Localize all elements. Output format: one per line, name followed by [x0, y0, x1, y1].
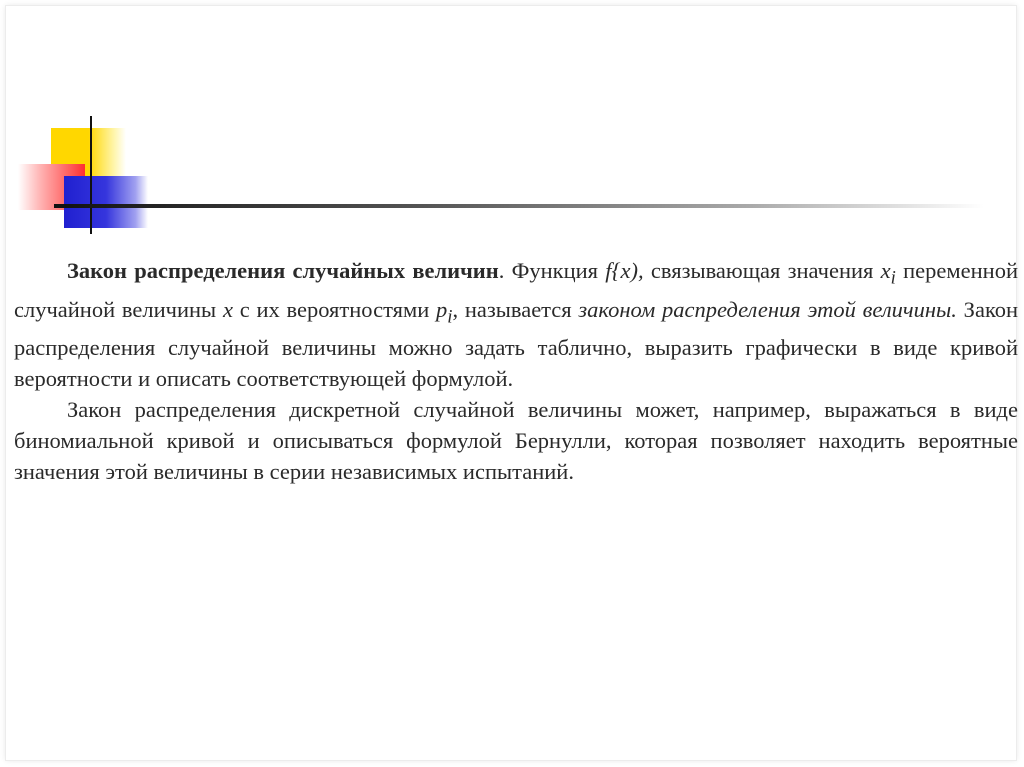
blue-square-decoration: [64, 176, 148, 228]
text-run: связывающая значения: [643, 258, 881, 283]
defined-term: законом распределения этой величины.: [578, 296, 957, 322]
variable-x: x: [222, 296, 233, 322]
variable-subscript: i: [890, 267, 896, 289]
paragraph-1: [14, 255, 1018, 394]
variable-base: p: [436, 296, 448, 322]
paragraph-2: Закон распределения дискретной случайной величины может, например, выражаться в виде биномиальной кривой и описываться формулой Бернулли, которая позволяет находить вероятные значения этой величины в серии независимых испытаний.: [14, 397, 1018, 484]
text-run: , называется: [452, 296, 579, 322]
variable-subscript: i: [447, 306, 453, 327]
title-underline-rule: [54, 204, 984, 208]
body-text: [14, 255, 1018, 487]
vertical-rule-decoration: [90, 116, 92, 234]
text-run: с их вероятностями: [232, 296, 436, 322]
text-run: . Функция: [498, 258, 606, 283]
text-run: переменной случайной величины: [14, 258, 1018, 322]
variable-x-i: [880, 258, 896, 289]
function-notation: f{x),: [605, 258, 644, 283]
text-run: Закон распределения случайной величины можно задать таблично, выразить графически в виде кривой вероятности и описать соответствующей формулой.: [14, 296, 1019, 391]
variable-base: x: [880, 258, 891, 283]
variable-p-i: [436, 296, 453, 327]
key-term: Закон распределения случайных величин: [67, 258, 499, 283]
